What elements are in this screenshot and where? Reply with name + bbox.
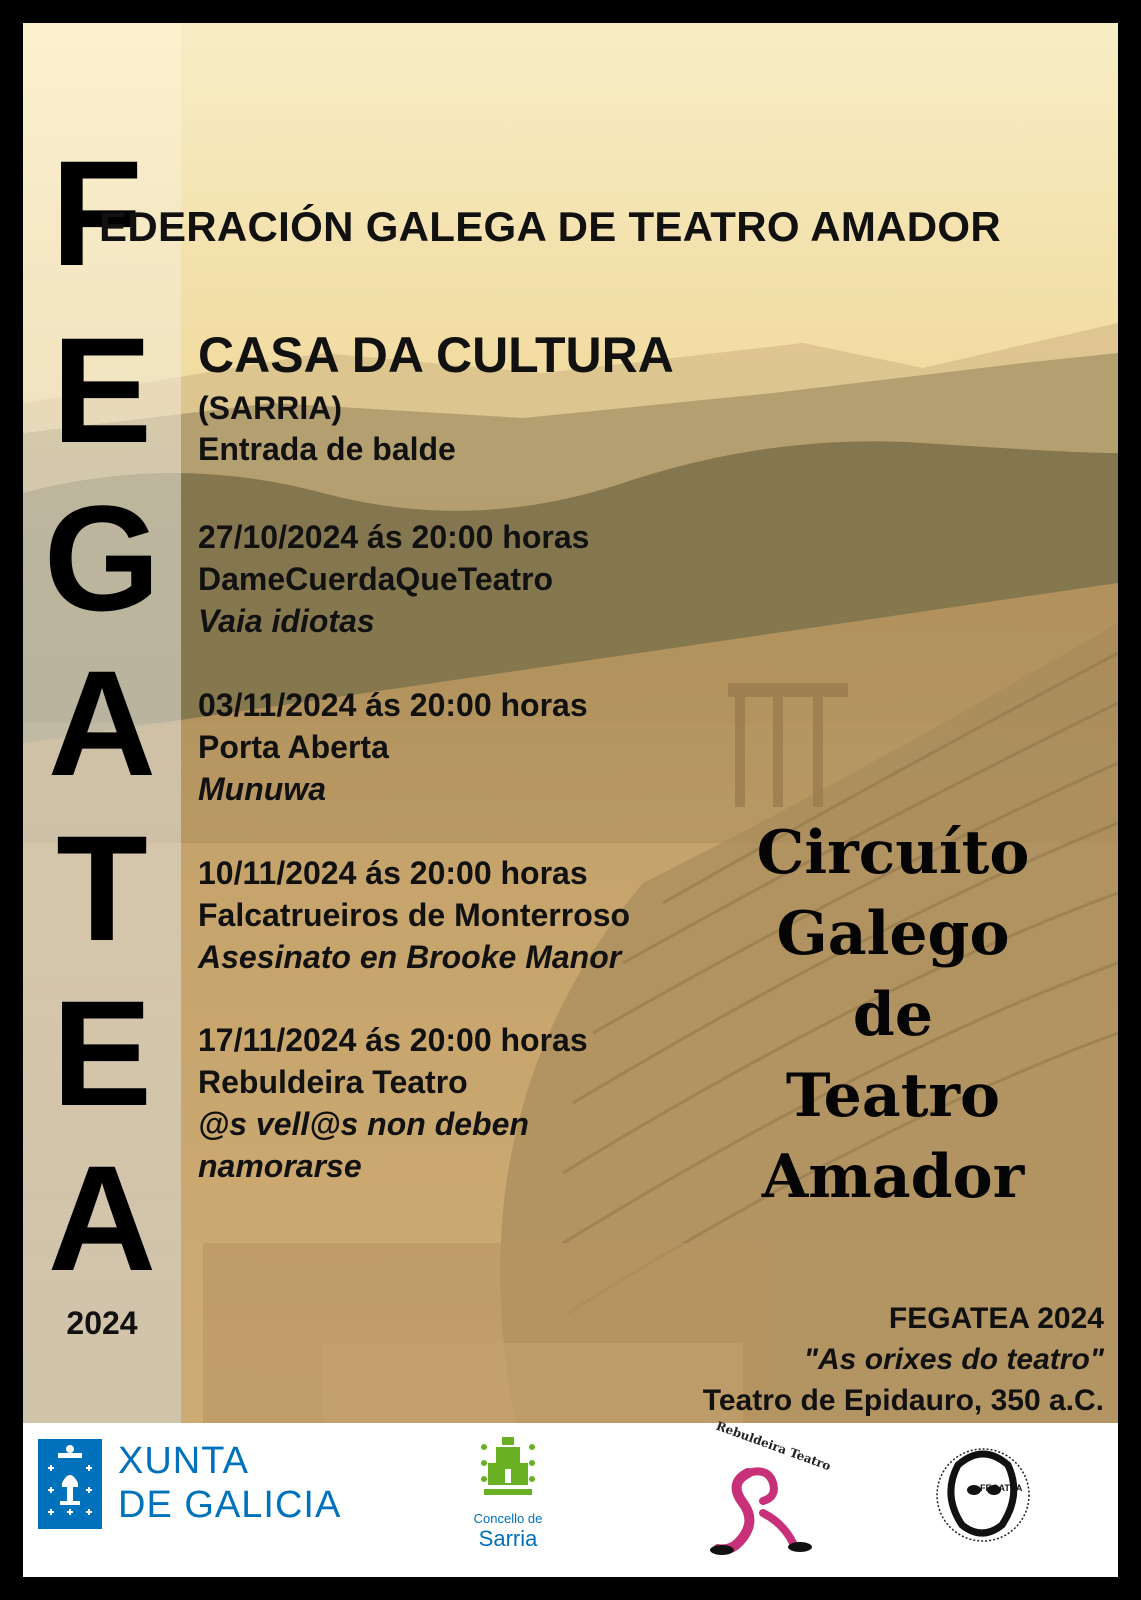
federation-title: EDERACIÓN GALEGA DE TEATRO AMADOR bbox=[99, 203, 1002, 250]
venue-town: (SARRIA) bbox=[198, 390, 342, 426]
event-datetime: 17/11/2024 ás 20:00 horas bbox=[198, 1022, 588, 1058]
concello-name: Sarria bbox=[478, 1526, 538, 1551]
sarria-castle-icon bbox=[478, 1433, 538, 1503]
circuit-title-line: Circuíto bbox=[756, 818, 1030, 888]
event-play: Asesinato en Brooke Manor bbox=[198, 939, 622, 975]
event-datetime: 10/11/2024 ás 20:00 horas bbox=[198, 855, 588, 891]
circuit-title-line: Teatro bbox=[785, 1061, 1001, 1131]
xunta-logo bbox=[38, 1439, 378, 1529]
poster bbox=[23, 23, 1118, 1577]
rebuldeira-name: Rebuldeira Teatro bbox=[714, 1418, 833, 1474]
concello-sarria-logo bbox=[463, 1433, 553, 1563]
big-initial-f: F bbox=[51, 129, 143, 297]
venue-entry: Entrada de balde bbox=[198, 431, 456, 467]
event-play: namorarse bbox=[198, 1148, 362, 1184]
vertical-letter: E bbox=[51, 306, 153, 474]
event-company: Porta Aberta bbox=[198, 729, 389, 765]
credits-line: Teatro de Epidauro, 350 a.C. bbox=[702, 1384, 1104, 1417]
event-datetime: 27/10/2024 ás 20:00 horas bbox=[198, 519, 590, 555]
xunta-name: DE GALICIA bbox=[118, 1484, 342, 1526]
vertical-letter: G bbox=[43, 474, 161, 642]
photo-credits bbox=[703, 1298, 1104, 1421]
concello-label: Concello de bbox=[473, 1511, 543, 1526]
event-play: Vaia idiotas bbox=[198, 603, 375, 639]
fegatea-name: FEGATEA bbox=[980, 1483, 1023, 1493]
vertical-letter: E bbox=[51, 969, 153, 1137]
fegatea-mask-icon bbox=[928, 1435, 1038, 1555]
xunta-emblem-icon bbox=[38, 1439, 102, 1529]
credits-line: FEGATEA 2024 bbox=[888, 1302, 1104, 1335]
vertical-letter: A bbox=[47, 639, 157, 807]
year-label: 2024 bbox=[66, 1305, 138, 1341]
event-play: Munuwa bbox=[198, 771, 326, 807]
event-company: Rebuldeira Teatro bbox=[198, 1064, 468, 1100]
credits-line: "As orixes do teatro" bbox=[803, 1343, 1104, 1376]
event-company: DameCuerdaQueTeatro bbox=[198, 561, 554, 597]
event-datetime: 03/11/2024 ás 20:00 horas bbox=[198, 687, 588, 723]
event-play: @s vell@s non deben bbox=[198, 1106, 529, 1142]
vertical-letter: T bbox=[56, 804, 148, 972]
circuit-title-line: Amador bbox=[761, 1142, 1025, 1212]
xunta-name: XUNTA bbox=[118, 1440, 249, 1482]
rebuldeira-figure-icon bbox=[708, 1453, 818, 1563]
event-company: Falcatrueiros de Monterroso bbox=[198, 897, 631, 933]
venue-name: CASA DA CULTURA bbox=[198, 327, 674, 383]
vertical-letter: A bbox=[47, 1134, 157, 1302]
sponsor-logos bbox=[23, 1418, 1118, 1577]
circuit-title-line: de bbox=[852, 980, 934, 1050]
circuit-title bbox=[703, 813, 1083, 1218]
circuit-title-line: Galego bbox=[776, 899, 1010, 969]
rebuldeira-logo bbox=[708, 1418, 833, 1561]
fegatea-logo bbox=[928, 1435, 1038, 1555]
